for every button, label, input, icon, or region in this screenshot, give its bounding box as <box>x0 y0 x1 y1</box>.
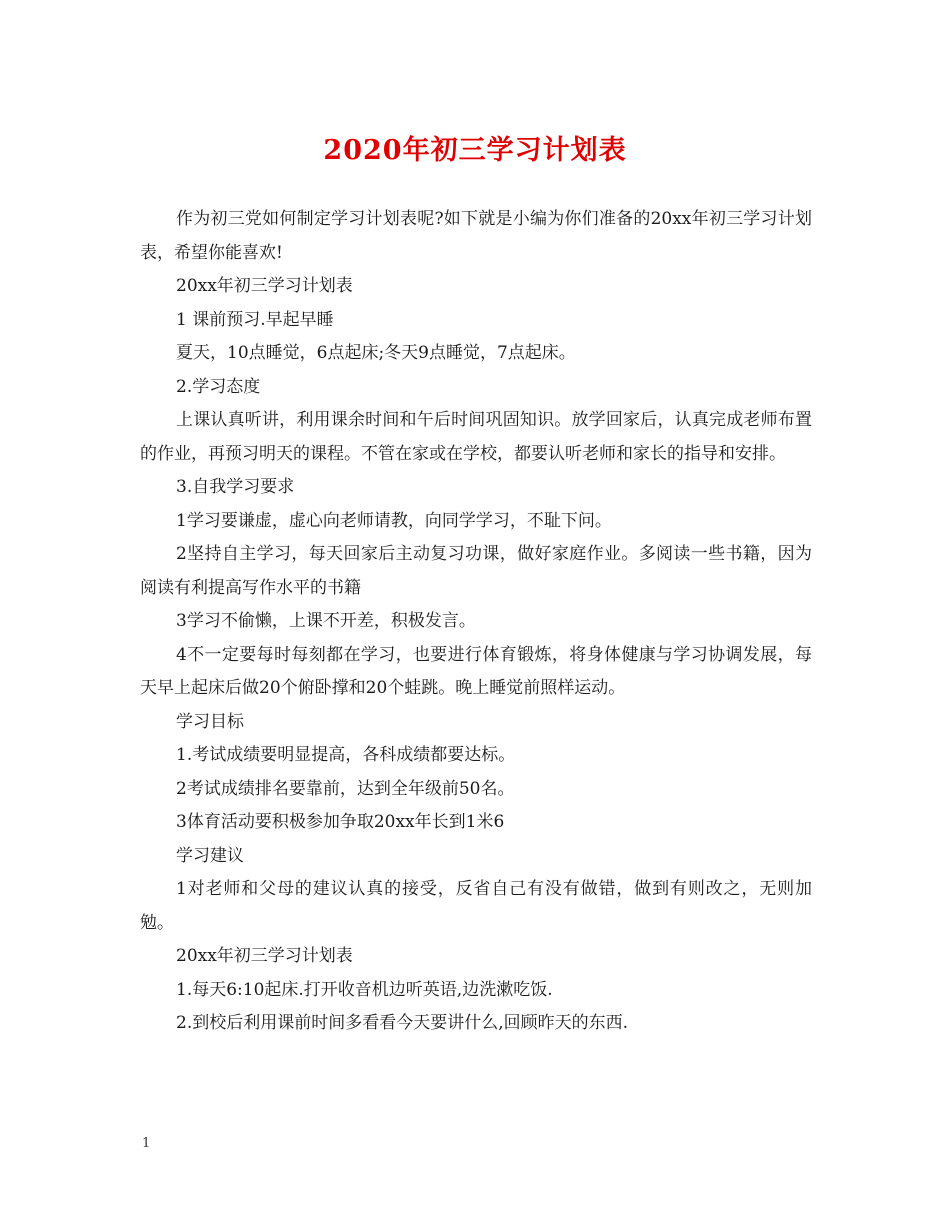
paragraph: 夏天，10点睡觉，6点起床;冬天9点睡觉，7点起床。 <box>176 343 576 363</box>
paragraph: 1.考试成绩要明显提高，各科成绩都要达标。 <box>176 745 516 765</box>
paragraph: 2坚持自主学习，每天回家后主动复习功课，做好家庭作业。多阅读一些书籍，因为阅读有利提高写作水平的书籍 <box>140 544 812 598</box>
paragraph: 1.每天6:10起床.打开收音机边听英语,边洗漱吃饭. <box>176 979 553 1000</box>
document-body <box>140 203 812 1041</box>
paragraph: 4不一定要每时每刻都在学习，也要进行体育锻炼，将身体健康与学习协调发展，每天早上起床后做20个俯卧撑和20个蛙跳。晚上睡觉前照样运动。 <box>140 644 812 698</box>
paragraph: 3.自我学习要求 <box>176 477 295 497</box>
paragraph: 学习建议 <box>176 845 244 866</box>
paragraph: 1对老师和父母的建议认真的接受，反省自己有没有做错，做到有则改之，无则加勉。 <box>140 879 812 933</box>
paragraph: 20xx年初三学习计划表 <box>176 276 353 296</box>
paragraph: 20xx年初三学习计划表 <box>176 946 353 966</box>
paragraph: 上课认真听讲，利用课余时间和午后时间巩固知识。放学回家后，认真完成老师布置的作业，再预习明天的课程。不管在家或在学校，都要认听老师和家长的指导和安排。 <box>140 410 812 464</box>
paragraph: 1学习要谦虚，虚心向老师请教，向同学学习，不耻下问。 <box>176 510 612 531</box>
paragraph: 学习目标 <box>176 711 244 732</box>
paragraph: 2.到校后利用课前时间多看看今天要讲什么,回顾昨天的东西. <box>176 1013 629 1033</box>
page-number: 1 <box>142 1136 151 1151</box>
paragraph: 3学习不偷懒，上课不开差，积极发言。 <box>176 611 476 631</box>
document-title: 2020年初三学习计划表 <box>323 135 627 166</box>
paragraph: 2.学习态度 <box>176 376 261 397</box>
paragraph: 2考试成绩排名要靠前，达到全年级前50名。 <box>176 778 515 799</box>
paragraph: 3体育活动要积极参加争取20xx年长到1米6 <box>176 812 505 832</box>
paragraph: 作为初三党如何制定学习计划表呢?如下就是小编为你们准备的20xx年初三学习计划表，希望你能喜欢! <box>140 209 812 263</box>
paragraph: 1 课前预习.早起早睡 <box>176 309 334 330</box>
